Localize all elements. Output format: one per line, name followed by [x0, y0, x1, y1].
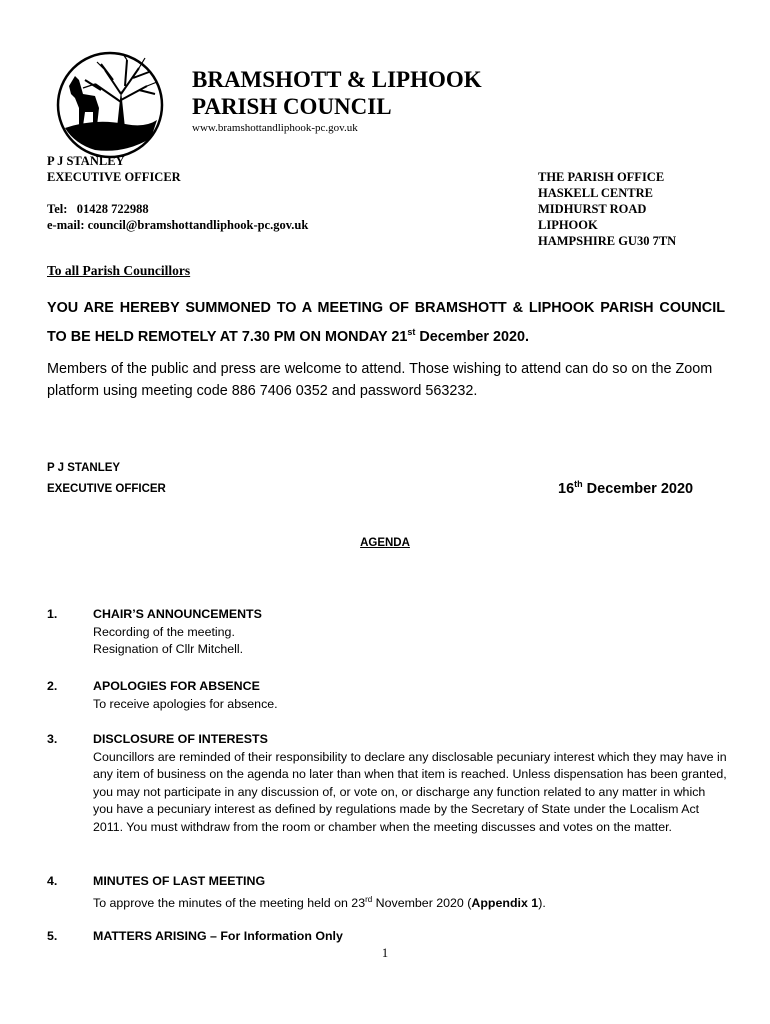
- agenda-item-line: Resignation of Cllr Mitchell.: [93, 642, 244, 656]
- addressee: To all Parish Councillors: [47, 263, 191, 278]
- minutes-text: To approve the minutes of the meeting held on 23: [93, 895, 366, 910]
- appendix-reference: Appendix 1: [471, 895, 539, 910]
- council-name-line2: PARISH COUNCIL: [192, 94, 392, 119]
- summons-text-end: December 2020.: [415, 328, 530, 345]
- agenda-item-number: 4.: [47, 874, 58, 888]
- agenda-item-number: 2.: [47, 679, 58, 693]
- office-address: [538, 169, 676, 249]
- address-line-3: MIDHURST ROAD: [538, 202, 647, 216]
- officer-title: EXECUTIVE OFFICER: [47, 170, 181, 184]
- agenda-item-text: Councillors are reminded of their responsibility to declare any disclosable pecuniary interest which they may have in any item of business on the agenda no later than when that item is reached. Unless dispensation has been granted, you may not participate in any discussion of, or vote on, or discharge any function related to any matter in which you have a pecuniary interest as defined by regulations made by the Secretary of State under the Localism Act 2011. You must withdraw from the room or chamber when the meeting discusses and votes on the matter.: [93, 749, 727, 834]
- address-line-1: THE PARISH OFFICE: [538, 170, 665, 184]
- minutes-text-end: ).: [538, 895, 546, 910]
- signoff-date-rest: December 2020: [582, 480, 694, 497]
- agenda-item-title: MATTERS ARISING – For Information Only: [93, 929, 343, 943]
- agenda-item-number: 5.: [47, 929, 58, 943]
- agenda-heading: AGENDA: [360, 537, 410, 549]
- contact-block: [47, 201, 308, 233]
- minutes-text-mid: November 2020 (: [372, 895, 472, 910]
- agenda-item-title: CHAIR’S ANNOUNCEMENTS: [93, 607, 262, 621]
- agenda-item-title: MINUTES OF LAST MEETING: [93, 874, 266, 888]
- signoff-title: EXECUTIVE OFFICER: [47, 483, 166, 495]
- summons-date-suffix: st: [407, 327, 416, 337]
- officer-block: [47, 153, 181, 185]
- agenda-item-number: 3.: [47, 732, 58, 746]
- page-number: 1: [381, 946, 389, 960]
- signoff-name: P J STANLEY: [47, 462, 121, 474]
- summons-text: YOU ARE HEREBY SUMMONED TO A MEETING OF BRAMSHOTT & LIPHOOK PARISH COUNCIL TO BE HELD REMOTELY AT 7.30 PM ON MONDAY 21: [47, 300, 725, 345]
- signoff-date-day: 16: [558, 480, 575, 497]
- signoff-date-suffix: th: [574, 479, 583, 489]
- agenda-item-number: 1.: [47, 607, 58, 621]
- agenda-item-text: [93, 891, 727, 913]
- council-name: [192, 66, 482, 120]
- telephone: Tel: 01428 722988: [47, 202, 149, 216]
- signoff-date: [558, 479, 693, 497]
- public-notice: Members of the public and press are welcome to attend. Those wishing to attend can do so on the Zoom platform using meeting code 886 7406 0352 and password 563232.: [47, 361, 713, 399]
- council-name-line1: BRAMSHOTT & LIPHOOK: [192, 67, 482, 92]
- address-line-2: HASKELL CENTRE: [538, 186, 653, 200]
- agenda-item-title: DISCLOSURE OF INTERESTS: [93, 732, 268, 746]
- agenda-item-title: APOLOGIES FOR ABSENCE: [93, 679, 260, 693]
- meeting-summons: [47, 296, 725, 349]
- website-link[interactable]: www.bramshottandliphook-pc.gov.uk: [192, 122, 358, 134]
- email-address[interactable]: e-mail: council@bramshottandliphook-pc.gov.uk: [47, 218, 309, 232]
- agenda-item-line: To receive apologies for absence.: [93, 696, 278, 711]
- council-logo-icon: [55, 50, 165, 160]
- officer-name: P J STANLEY: [47, 154, 125, 168]
- minutes-date-suffix: rd: [365, 894, 373, 904]
- agenda-item-line: Recording of the meeting.: [93, 624, 235, 639]
- address-line-4: LIPHOOK: [538, 218, 598, 232]
- address-line-5: HAMPSHIRE GU30 7TN: [538, 234, 677, 248]
